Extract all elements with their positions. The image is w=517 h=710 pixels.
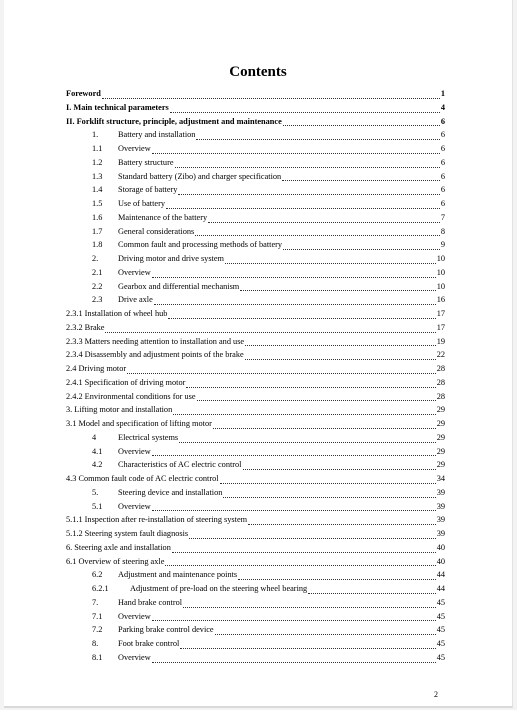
toc-entry-title: Drive axle	[118, 295, 153, 305]
toc-entry-title: Overview	[118, 144, 151, 153]
toc-entry-title: 3. Lifting motor and installation	[66, 405, 173, 415]
toc-entry-number: 1.4	[92, 185, 103, 195]
toc-entry[interactable]	[66, 335, 445, 349]
toc-entry-number: 4.1	[92, 446, 103, 456]
toc-entry-number: 8.	[92, 639, 99, 648]
toc-entry-number: 5.	[92, 487, 99, 497]
toc-entry[interactable]	[66, 541, 445, 555]
toc-dot-leader	[165, 564, 435, 566]
toc-dot-leader	[213, 427, 436, 429]
document-page	[4, 0, 513, 708]
toc-entry-page: 39	[436, 515, 445, 525]
toc-entry[interactable]	[66, 472, 445, 486]
toc-dot-leader	[127, 372, 436, 374]
toc-entry-number: 5.1	[92, 501, 103, 511]
toc-entry-page: 40	[436, 556, 445, 566]
toc-dot-leader	[195, 234, 440, 236]
toc-entry-page: 8	[440, 226, 445, 236]
toc-entry[interactable]	[66, 651, 445, 665]
toc-dot-leader	[105, 331, 435, 333]
toc-entry-number: 1.2	[92, 157, 103, 167]
toc-dot-leader	[152, 619, 436, 621]
toc-entry-page: 16	[436, 295, 445, 305]
table-of-contents	[66, 87, 445, 665]
toc-entry[interactable]	[66, 225, 445, 239]
toc-entry-page: 39	[436, 529, 445, 538]
toc-entry-page: 28	[436, 391, 445, 401]
toc-entry[interactable]	[66, 252, 445, 266]
toc-dot-leader	[186, 386, 435, 388]
toc-entry[interactable]	[66, 582, 445, 596]
toc-entry[interactable]	[66, 115, 445, 129]
toc-entry[interactable]	[66, 637, 445, 651]
toc-dot-leader	[223, 496, 435, 498]
toc-entry[interactable]	[66, 321, 445, 335]
toc-entry-title: Overview	[118, 652, 151, 662]
toc-entry-page: 29	[436, 405, 445, 415]
toc-entry-page: 44	[436, 584, 445, 593]
toc-dot-leader	[308, 592, 436, 594]
toc-dot-leader	[152, 454, 436, 456]
toc-entry[interactable]	[66, 266, 445, 280]
toc-entry-title: Battery structure	[118, 157, 174, 167]
toc-entry-title: Overview	[118, 501, 151, 511]
toc-entry-page: 6	[440, 171, 445, 181]
toc-entry-number: 6.2	[92, 570, 103, 580]
toc-entry[interactable]	[66, 142, 445, 156]
toc-dot-leader	[240, 289, 435, 291]
toc-entry[interactable]	[66, 307, 445, 321]
toc-entry-number: 2.	[92, 254, 99, 263]
toc-entry[interactable]	[66, 513, 445, 527]
toc-entry-page: 29	[436, 446, 445, 456]
toc-entry-page: 10	[436, 281, 445, 291]
toc-entry-page: 22	[436, 350, 445, 360]
toc-entry[interactable]	[66, 101, 445, 115]
toc-entry-title: 6.1 Overview of steering axle	[66, 556, 165, 566]
toc-entry-page: 45	[436, 639, 445, 648]
toc-entry-page: 17	[436, 309, 445, 318]
toc-entry-title: Parking brake control device	[118, 625, 214, 635]
toc-entry[interactable]	[66, 280, 445, 294]
toc-entry-title: Hand brake control	[118, 597, 183, 607]
toc-dot-leader	[180, 647, 435, 649]
toc-entry-page: 1	[440, 89, 445, 98]
toc-entry-page: 6	[440, 185, 445, 195]
toc-entry-page: 45	[436, 625, 445, 635]
toc-entry[interactable]	[66, 431, 445, 445]
toc-entry-number: 2.2	[92, 281, 103, 291]
toc-dot-leader	[215, 633, 436, 635]
toc-entry[interactable]	[66, 87, 445, 101]
toc-entry-number: 1.3	[92, 171, 103, 181]
toc-entry[interactable]	[66, 445, 445, 459]
toc-entry-title: Gearbox and differential mechanism	[118, 281, 240, 291]
toc-entry[interactable]	[66, 623, 445, 637]
toc-entry-number: 1.	[92, 130, 99, 140]
toc-entry-number: 2.3	[92, 295, 103, 305]
toc-dot-leader	[245, 344, 436, 346]
toc-entry-page: 6	[440, 199, 445, 208]
toc-entry[interactable]	[66, 211, 445, 225]
toc-entry-title: Overview	[118, 267, 151, 277]
toc-entry-page: 6	[440, 130, 445, 140]
toc-dot-leader	[152, 661, 436, 663]
toc-entry-title: Foot brake control	[118, 639, 180, 648]
toc-dot-leader	[102, 97, 440, 99]
toc-dot-leader	[175, 166, 440, 168]
toc-dot-leader	[152, 276, 436, 278]
toc-entry-page: 6	[440, 116, 445, 126]
page-title: Contents	[229, 64, 287, 80]
toc-dot-leader	[178, 193, 439, 195]
toc-entry[interactable]	[66, 500, 445, 514]
toc-entry-page: 10	[436, 267, 445, 277]
toc-entry-page: 45	[436, 611, 445, 621]
toc-entry-page: 40	[436, 542, 445, 552]
toc-dot-leader	[243, 468, 436, 470]
toc-entry-title: Use of battery	[118, 199, 165, 208]
toc-dot-leader	[179, 441, 436, 443]
toc-dot-leader	[166, 207, 440, 209]
toc-entry[interactable]	[66, 610, 445, 624]
toc-entry-number: 1.8	[92, 240, 103, 250]
toc-entry[interactable]	[66, 417, 445, 431]
toc-entry-number: 7.2	[92, 625, 103, 635]
toc-entry-page: 45	[436, 597, 445, 607]
toc-entry-title: I. Main technical parameters	[66, 102, 169, 112]
toc-entry-page: 29	[436, 419, 445, 428]
toc-dot-leader	[183, 606, 436, 608]
toc-dot-leader	[282, 179, 440, 181]
toc-entry-page: 39	[436, 487, 445, 497]
toc-dot-leader	[283, 248, 440, 250]
toc-entry-title: Storage of battery	[118, 185, 178, 195]
toc-dot-leader	[220, 482, 436, 484]
toc-entry-page: 7	[440, 212, 445, 222]
toc-entry-page: 29	[436, 432, 445, 442]
toc-entry-number: 8.1	[92, 652, 103, 662]
toc-entry[interactable]	[66, 156, 445, 170]
toc-entry-number: 6.2.1	[92, 584, 109, 593]
toc-entry-page: 39	[436, 501, 445, 511]
toc-entry-number: 7.1	[92, 611, 103, 621]
toc-dot-leader	[173, 413, 435, 415]
toc-dot-leader	[154, 303, 436, 305]
toc-entry-title: 2.3.2 Brake	[66, 322, 105, 332]
toc-entry[interactable]	[66, 527, 445, 541]
toc-entry-title: 5.1.2 Steering system fault diagnosis	[66, 529, 189, 538]
toc-entry[interactable]	[66, 183, 445, 197]
toc-entry-title: 2.4.2 Environmental conditions for use	[66, 391, 196, 401]
toc-entry[interactable]	[66, 170, 445, 184]
toc-entry[interactable]	[66, 293, 445, 307]
toc-entry-page: 28	[436, 377, 445, 387]
toc-entry-title: Maintenance of the battery	[118, 212, 208, 222]
toc-entry[interactable]	[66, 238, 445, 252]
toc-entry-title: 2.4 Driving motor	[66, 364, 127, 373]
toc-entry[interactable]	[66, 568, 445, 582]
toc-dot-leader	[238, 578, 436, 580]
toc-entry-page: 28	[436, 364, 445, 373]
toc-entry[interactable]	[66, 376, 445, 390]
toc-entry[interactable]	[66, 486, 445, 500]
page-number: 2	[434, 690, 438, 699]
toc-entry[interactable]	[66, 348, 445, 362]
toc-entry-title: 4.3 Common fault code of AC electric control	[66, 474, 219, 483]
toc-entry-title: Adjustment of pre-load on the steering wheel bearing	[130, 584, 308, 593]
toc-entry-page: 29	[436, 460, 445, 470]
toc-dot-leader	[189, 537, 436, 539]
toc-dot-leader	[245, 358, 436, 360]
toc-dot-leader	[152, 509, 436, 511]
toc-entry-number: 1.5	[92, 199, 103, 208]
toc-entry-page: 34	[436, 474, 445, 483]
toc-entry-title: Foreword	[66, 89, 101, 98]
toc-entry-page: 10	[436, 254, 445, 263]
toc-entry-page: 45	[436, 652, 445, 662]
toc-entry-title: Battery and installation	[118, 130, 196, 140]
toc-entry-title: Adjustment and maintenance points	[118, 570, 238, 580]
toc-entry-title: 5.1.1 Inspection after re-installation of steering system	[66, 515, 248, 525]
toc-dot-leader	[196, 138, 439, 140]
toc-entry-title: Common fault and processing methods of battery	[118, 240, 283, 250]
toc-dot-leader	[170, 111, 440, 113]
toc-entry-title: Characteristics of AC electric control	[118, 460, 242, 470]
toc-entry-title: 2.3.4 Disassembly and adjustment points of the brake	[66, 350, 244, 360]
toc-entry[interactable]	[66, 458, 445, 472]
toc-entry-title: 3.1 Model and specification of lifting motor	[66, 419, 212, 428]
toc-dot-leader	[225, 262, 436, 264]
toc-dot-leader	[168, 317, 435, 319]
toc-dot-leader	[248, 523, 436, 525]
toc-entry-title: Overview	[118, 446, 151, 456]
toc-entry-title: Electrical systems	[118, 432, 179, 442]
toc-entry-page: 6	[440, 157, 445, 167]
toc-dot-leader	[172, 551, 436, 553]
toc-entry[interactable]	[66, 403, 445, 417]
toc-dot-leader	[197, 399, 436, 401]
toc-dot-leader	[152, 152, 440, 154]
toc-dot-leader	[208, 221, 440, 223]
toc-entry[interactable]	[66, 197, 445, 211]
toc-entry-number: 1.6	[92, 212, 103, 222]
toc-entry-number: 4.2	[92, 460, 103, 470]
toc-dot-leader	[283, 124, 440, 126]
toc-entry-number: 7.	[92, 597, 99, 607]
toc-entry-title: 2.3.3 Matters needing attention to installation and use	[66, 336, 245, 346]
toc-entry-page: 9	[440, 240, 445, 250]
toc-entry[interactable]	[66, 555, 445, 569]
toc-entry-number: 2.1	[92, 267, 103, 277]
toc-entry[interactable]	[66, 390, 445, 404]
toc-entry-title: Standard battery (Zibo) and charger specification	[118, 171, 282, 181]
toc-entry-title: Driving motor and drive system	[118, 254, 224, 263]
toc-entry-title: 2.3.1 Installation of wheel hub	[66, 309, 168, 318]
toc-entry-page: 44	[436, 570, 445, 580]
toc-entry[interactable]	[66, 128, 445, 142]
toc-entry-page: 19	[436, 336, 445, 346]
toc-entry-title: Overview	[118, 611, 151, 621]
toc-entry-title: 2.4.1 Specification of driving motor	[66, 377, 186, 387]
toc-entry-title: 6. Steering axle and installation	[66, 542, 171, 552]
toc-entry-number: 1.1	[92, 144, 103, 153]
toc-entry-number: 4	[92, 432, 97, 442]
toc-entry-number: 1.7	[92, 226, 103, 236]
toc-entry-page: 17	[436, 322, 445, 332]
toc-entry-title: General considerations	[118, 226, 195, 236]
toc-entry-page: 6	[440, 144, 445, 153]
toc-entry-page: 4	[440, 102, 445, 112]
toc-entry-title: II. Forklift structure, principle, adjustment and maintenance	[66, 116, 282, 126]
toc-entry[interactable]	[66, 596, 445, 610]
toc-entry-title: Steering device and installation	[118, 487, 223, 497]
toc-entry[interactable]	[66, 362, 445, 376]
